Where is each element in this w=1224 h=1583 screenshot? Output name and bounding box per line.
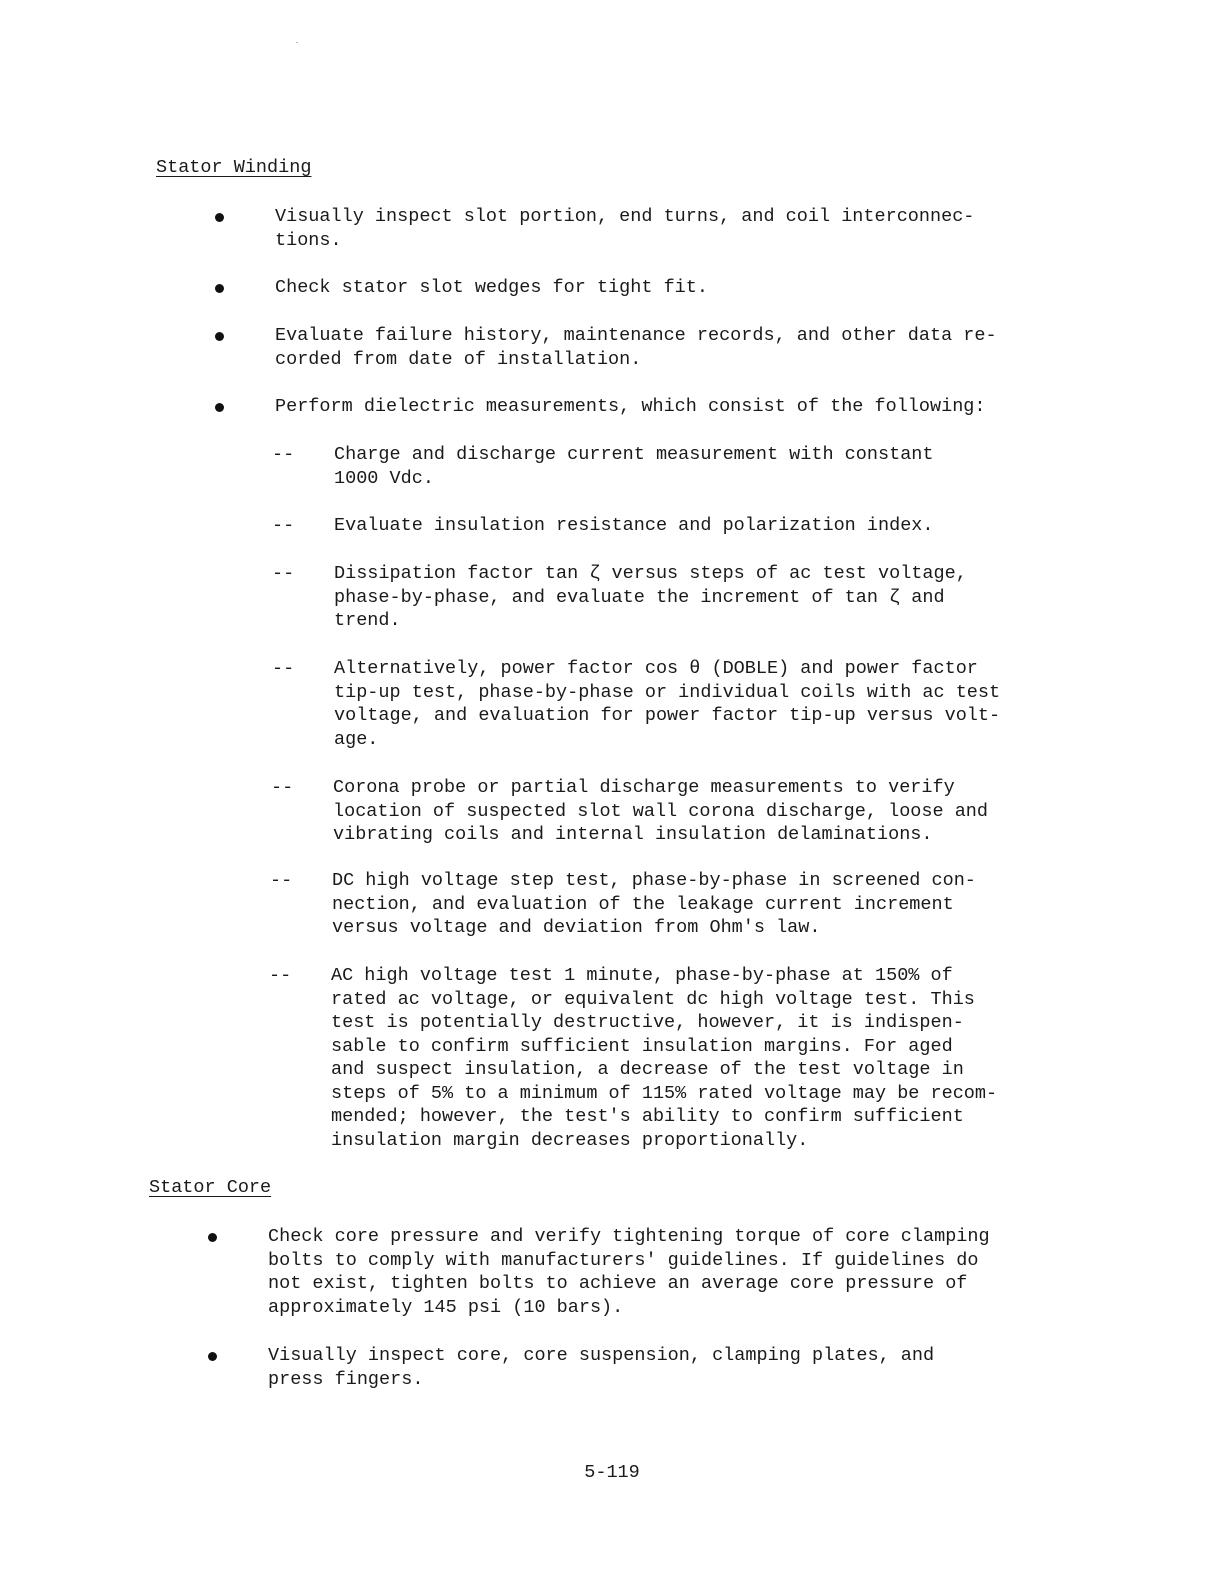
bullet-item: [275, 395, 1095, 419]
bullet-icon: [208, 1233, 217, 1242]
sub-item-text: Charge and discharge current measurement with constant 1000 Vdc.: [334, 444, 934, 489]
dash-marker: --: [272, 658, 295, 679]
bullet-text: Perform dielectric measurements, which consist of the following:: [275, 396, 986, 417]
bullet-text: Visually inspect slot portion, end turns, and coil interconnec- tions.: [275, 206, 975, 251]
dash-marker: --: [270, 870, 293, 891]
bullet-item: [268, 1344, 1088, 1391]
sub-item-text: Dissipation factor tan ζ versus steps of ac test voltage, phase-by-phase, and evaluate the increment of tan ζ and trend.: [334, 563, 967, 631]
sub-item-text: DC high voltage step test, phase-by-phase in screened con- nection, and evaluation of the leakage current increment versus voltage and deviation from Ohm's law.: [332, 870, 976, 938]
section-heading-stator-winding: Stator Winding: [156, 157, 312, 178]
dash-marker: --: [272, 444, 295, 465]
sub-list-item: [272, 657, 1094, 751]
bullet-item: [268, 1225, 1088, 1319]
bullet-icon: [208, 1352, 217, 1361]
sub-list-item: [270, 869, 1092, 940]
bullet-icon: [215, 332, 224, 341]
section-heading-stator-core: Stator Core: [149, 1177, 272, 1198]
page-number: 5-119: [584, 1462, 640, 1483]
dash-marker: --: [272, 563, 295, 584]
sub-item-text: Corona probe or partial discharge measurements to verify location of suspected slot wall corona discharge, loose and vibrating coils and internal insulation delaminations.: [333, 777, 989, 845]
bullet-text: Visually inspect core, core suspension, clamping plates, and press fingers.: [268, 1345, 935, 1390]
bullet-icon: [215, 213, 224, 222]
bullet-icon: [215, 403, 224, 412]
dash-marker: --: [271, 777, 294, 798]
dash-marker: --: [272, 515, 295, 536]
bullet-text: Evaluate failure history, maintenance records, and other data re- corded from date of installation.: [275, 325, 997, 370]
bullet-icon: [215, 284, 224, 293]
bullet-text: Check core pressure and verify tightening torque of core clamping bolts to comply with manufacturers' guidelines. If guidelines do not exist, tighten bolts to achieve an average core pressure of approximately 145 psi (10 bars).: [268, 1226, 990, 1318]
sub-list-item: [272, 514, 1094, 538]
sub-item-text: Alternatively, power factor cos θ (DOBLE) and power factor tip-up test, phase-by-phase or individual coils with ac test voltage, and evaluation for power factor tip-up versus volt- age.: [334, 658, 1001, 750]
sub-list-item: [272, 562, 1094, 633]
dash-marker: --: [269, 965, 292, 986]
sub-item-text: AC high voltage test 1 minute, phase-by-phase at 150% of rated ac voltage, or equivalent dc high voltage test. This test is potentially destructive, however, it is indispen- sable to confirm sufficient insulation margins. For aged and suspect insulation, a decrease of the test voltage in steps of 5% to a minimum of 115% rated voltage may be recom- mended; however, the test's ability to confirm sufficient insulation margin decreases proportionally.: [331, 965, 998, 1151]
sub-list-item: [271, 776, 1093, 847]
bullet-item: [275, 324, 1095, 371]
bullet-item: [275, 205, 1095, 252]
sub-item-text: Evaluate insulation resistance and polarization index.: [334, 515, 934, 536]
bullet-text: Check stator slot wedges for tight fit.: [275, 277, 708, 298]
sub-list-item: [269, 964, 1091, 1152]
bullet-item: [275, 276, 1095, 300]
sub-list-item: [272, 443, 1094, 490]
scan-speck: [296, 42, 298, 43]
